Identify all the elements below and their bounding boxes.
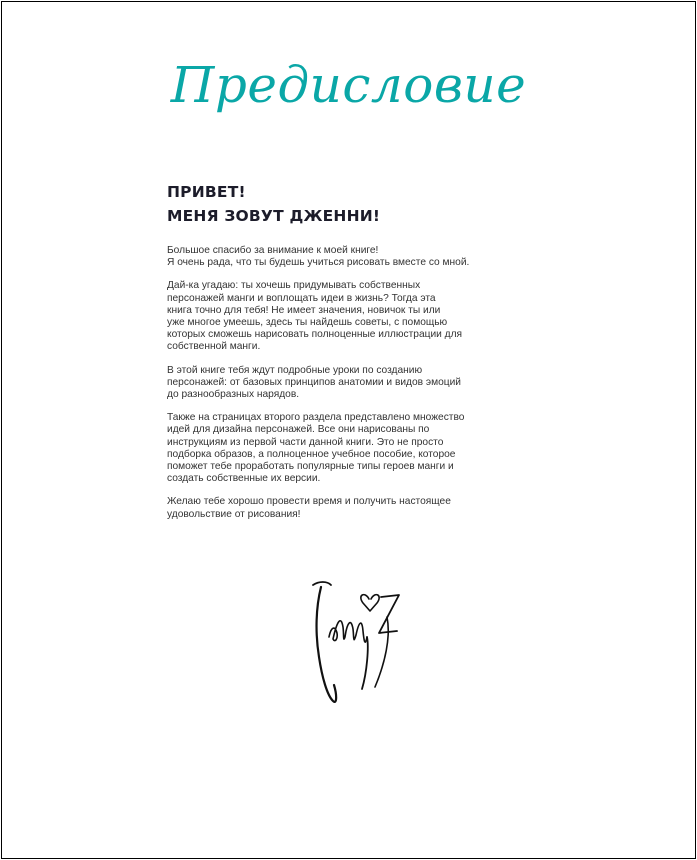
text-line: создать собственные их версии. [167, 473, 321, 485]
text-line: персонажей: от базовых принципов анатомии и видов эмоций [167, 376, 461, 388]
paragraph [167, 280, 537, 353]
author-signature [307, 577, 407, 707]
paragraph [167, 496, 537, 520]
text-line: Желаю тебе хорошо провести время и получить настоящее [167, 496, 451, 508]
text-line: Большое спасибо за внимание к моей книге! [167, 245, 379, 256]
book-page [1, 1, 696, 859]
text-line: идей для дизайна персонажей. Все они нарисованы по [167, 424, 430, 436]
paragraph [167, 365, 537, 402]
text-line: собственной манги. [167, 341, 261, 353]
text-line: книга точно для тебя! Не имеет значения, новичок ты или [167, 304, 441, 316]
text-line: Дай-ка угадаю: ты хочешь придумывать собственных [167, 280, 421, 292]
text-line: уже многое умеешь, здесь ты найдешь советы, с помощью [167, 317, 448, 329]
paragraph [167, 412, 537, 485]
text-line: подборка образов, а полноценное учебное пособие, которое [167, 448, 456, 460]
greeting-line: МЕНЯ ЗОВУТ ДЖЕННИ! [167, 207, 381, 225]
signature-strokes [313, 582, 399, 702]
text-line: В этой книге тебя ждут подробные уроки по созданию [167, 364, 423, 376]
greeting-line: ПРИВЕТ! [167, 183, 246, 201]
text-line: Я очень рада, что ты будешь учиться рисовать вместе со мной. [167, 257, 470, 269]
foreword-body [167, 180, 537, 532]
page-title: Предисловие [170, 56, 527, 114]
text-line: до разнообразных нарядов. [167, 389, 300, 401]
text-line: удовольствие от рисования! [167, 508, 301, 520]
text-line: которых сможешь нарисовать полноценные иллюстрации для [167, 329, 463, 341]
text-line: персонажей манги и воплощать идеи в жизнь? Тогда эта [167, 292, 436, 304]
text-line: поможет тебе проработать популярные типы героев манги и [167, 461, 454, 473]
paragraph [167, 245, 537, 269]
text-line: инструкциям из первой части данной книги. Это не просто [167, 436, 444, 448]
greeting-heading [167, 180, 537, 228]
text-line: Также на страницах второго раздела представлено множество [167, 412, 465, 424]
